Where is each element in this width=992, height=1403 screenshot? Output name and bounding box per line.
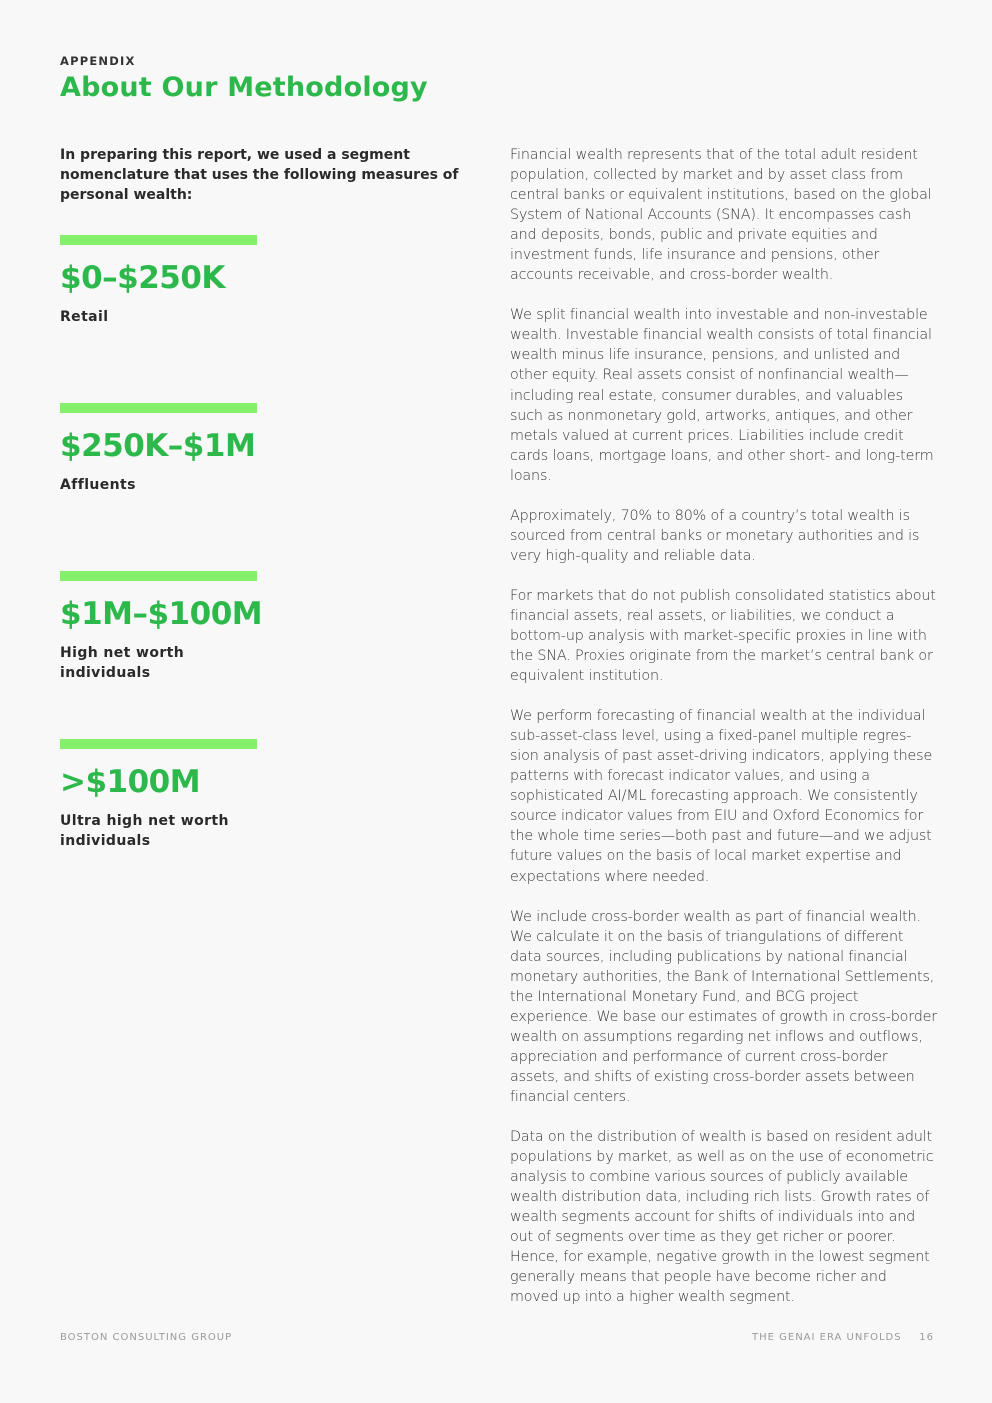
body-paragraph: For markets that do not publish consolidated statistics about financial assets, real assets, or liabilities, we conduct a bottom-up analysis with market-specific proxies in line with the SNA. Proxies originate from the market’s central bank or equivalent institution. (510, 587, 936, 685)
segment-range: $0–$250K (60, 260, 225, 296)
body-paragraph: Approximately, 70% to 80% of a country’s total wealth is sourced from central banks or monetary authorities and is very high-quality and reliable data. (510, 507, 920, 564)
body-paragraph: Data on the distribution of wealth is based on resident adult populations by market, as well as on the use of econometric analysis to combine various sources of publicly available wealth distribution data, including rich lists. Growth rates of wealth segments account for shifts of individuals into and out of segments over time as they get richer or poorer. Hence, for example, negative growth in the lowest segment generally means that people have become richer and moved up into a higher wealth segment. (510, 1129, 934, 1306)
segment-label: Affluents (60, 477, 136, 493)
segment-label: High net worth individuals (60, 645, 185, 681)
segment-high-net-worth (60, 571, 300, 683)
segment-bar (60, 571, 257, 581)
body-paragraph: We perform forecasting of financial wealth at the individual sub-asset-class level, using a fixed-panel multiple regres-sion analysis of past asset-driving indicators, applying these patterns with forecast indicator values, and using a sophisticated AI/ML forecasting approach. We consistently source indicator values from EIU and Oxford Economics for the whole time series—both past and future—and we adjust future values on the basis of local market expertise and expectations where needed. (510, 708, 933, 885)
segment-bar (60, 403, 257, 413)
intro-text: In preparing this report, we used a segment nomenclature that uses the following measures of personal wealth: (60, 147, 459, 203)
footer-publisher: BOSTON CONSULTING GROUP (60, 1332, 233, 1343)
segment-bar (60, 235, 257, 245)
footer-report-title: THE GENAI ERA UNFOLDS (752, 1332, 902, 1343)
segment-affluents (60, 403, 300, 495)
segment-bar (60, 739, 257, 749)
page-title: About Our Methodology (60, 72, 428, 103)
page-number: 16 (919, 1332, 934, 1343)
section-label: APPENDIX (60, 54, 136, 68)
segment-label: Retail (60, 309, 109, 325)
segment-range: $250K–$1M (60, 428, 256, 464)
segment-label: Ultra high net worth individuals (60, 813, 229, 849)
footer-right (752, 1332, 934, 1343)
segment-range: $1M–$100M (60, 596, 263, 632)
body-paragraph: We include cross-border wealth as part of financial wealth. We calculate it on the basis of triangulations of different data sources, including publications by national financial monetary authorities, the Bank of International Settlements, the International Monetary Fund, and BCG project experience. We base our estimates of growth in cross-border wealth on assumptions regarding net inflows and outflows, appreciation and performance of current cross-border assets, and shifts of existing cross-border assets between financial centers. (510, 908, 938, 1105)
segment-range: >$100M (60, 764, 201, 800)
body-paragraph: Financial wealth represents that of the total adult resident population, collected by market and by asset class from central banks or equivalent institutions, based on the global System of National Accounts (SNA). It encompasses cash and deposits, bonds, public and private equities and investment funds, life insurance and pensions, other accounts receivable, and cross-border wealth. (510, 147, 932, 284)
segment-retail (60, 235, 300, 327)
methodology-body (510, 145, 938, 1327)
segment-ultra-high-net-worth (60, 739, 300, 851)
body-paragraph: We split financial wealth into investable and non-investable wealth. Investable financial wealth consists of total financial wealth minus life insurance, pensions, and unlisted and other equity. Real assets consist of nonfinancial wealth—including real estate, consumer durables, and valuables such as nonmonetary gold, artworks, antiques, and other metals valued at current prices. Liabilities include credit cards loans, mortgage loans, and other short- and long-term loans. (510, 307, 934, 484)
